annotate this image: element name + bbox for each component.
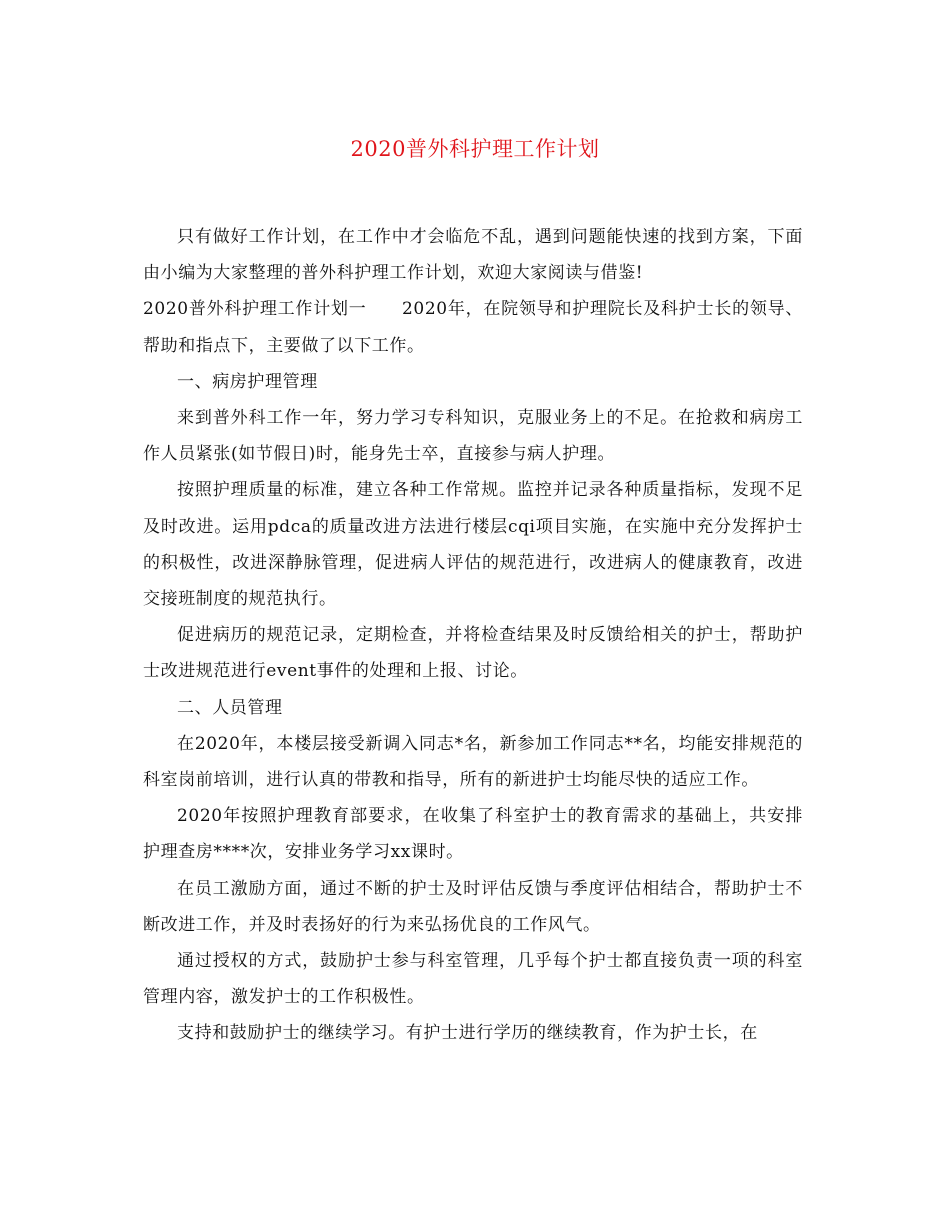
paragraph: 在2020年，本楼层接受新调入同志*名，新参加工作同志**名，均能安排规范的科室岗前培训，进行认真的带教和指导，所有的新进护士均能尽快的适应工作。 <box>143 733 803 791</box>
paragraph: 支持和鼓励护士的继续学习。有护士进行学历的继续教育，作为护士长，在 <box>177 1023 758 1044</box>
paragraph: 在员工激励方面，通过不断的护士及时评估反馈与季度评估相结合，帮助护士不断改进工作，并及时表扬好的行为来弘扬优良的工作风气。 <box>143 878 803 935</box>
document-body <box>143 219 803 1052</box>
paragraph: 按照护理质量的标准，建立各种工作常规。监控并记录各种质量指标，发现不足及时改进。运用pdca的质量改进方法进行楼层cqi项目实施，在实施中充分发挥护士的积极性，改进深静脉管理，促进病人评估的规范进行，改进病人的健康教育，改进交接班制度的规范执行。 <box>143 480 803 610</box>
paragraph: 促进病历的规范记录，定期检查，并将检查结果及时反馈给相关的护士，帮助护士改进规范进行event事件的处理和上报、讨论。 <box>143 625 803 682</box>
document-title: 2020普外科护理工作计划 <box>350 137 600 161</box>
paragraph-plan-one: 2020普外科护理工作计划一 2020年，在院领导和护理院长及科护士长的领导、帮助和指点下，主要做了以下工作。 <box>143 299 803 356</box>
section-heading-staff-management: 二、人员管理 <box>177 697 283 718</box>
paragraph: 通过授权的方式，鼓励护士参与科室管理，几乎每个护士都直接负责一项的科室管理内容，激发护士的工作积极性。 <box>143 951 803 1008</box>
section-heading-ward-management: 一、病房护理管理 <box>177 371 318 392</box>
paragraph: 来到普外科工作一年，努力学习专科知识，克服业务上的不足。在抢救和病房工作人员紧张(如节假日)时，能身先士卒，直接参与病人护理。 <box>143 408 803 465</box>
paragraph-intro: 只有做好工作计划，在工作中才会临危不乱，遇到问题能快速的找到方案，下面由小编为大家整理的普外科护理工作计划，欢迎大家阅读与借鉴! <box>143 227 803 284</box>
paragraph: 2020年按照护理教育部要求，在收集了科室护士的教育需求的基础上，共安排护理查房****次，安排业务学习xx课时。 <box>143 806 803 863</box>
